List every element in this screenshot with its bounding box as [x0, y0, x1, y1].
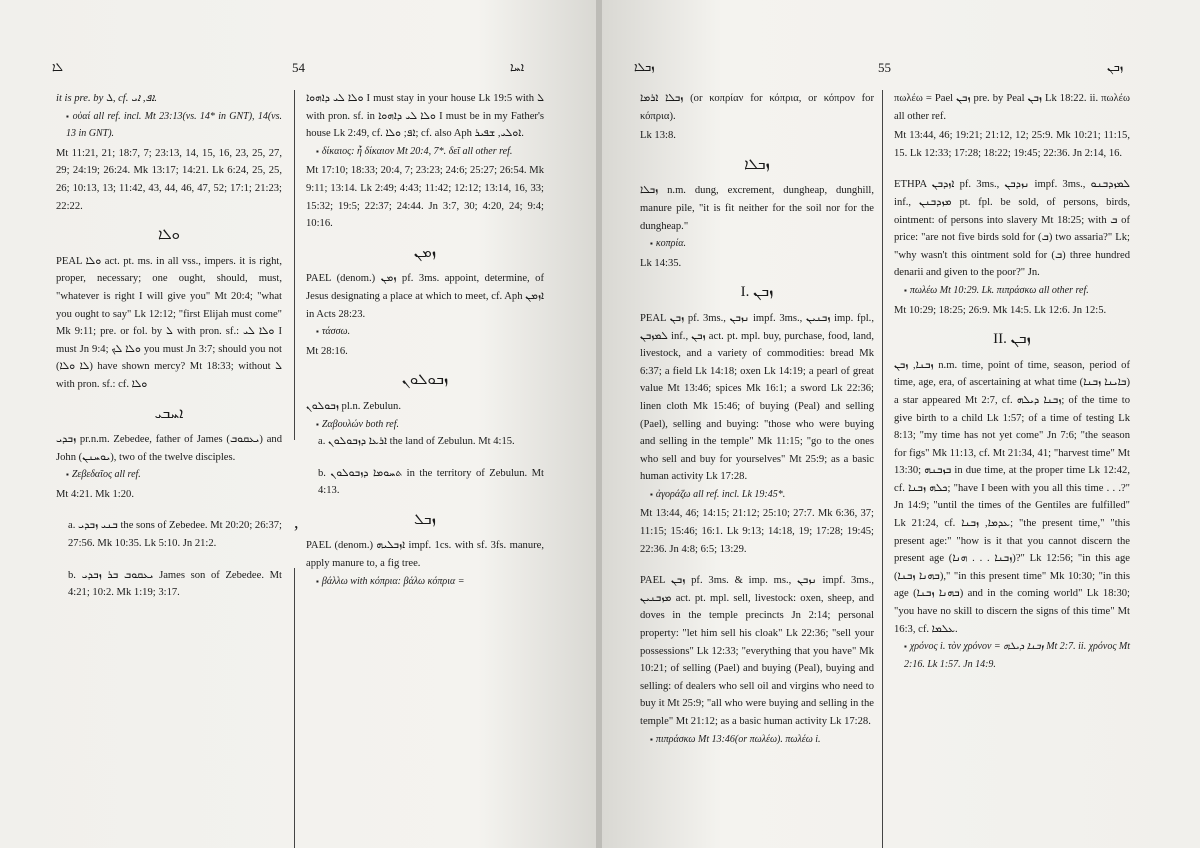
greek-equivalent-note: ▪ οὐαί all ref. incl. Mt 23:13(vs. 14* in GNT), 14(vs. 13 in GNT). [56, 108, 282, 143]
greek-equivalent-note: ▪ πιπράσκω Mt 13:46(or πωλέω). πωλέω i. [640, 731, 874, 749]
entry-headword: ܐܚܒܝ [154, 405, 184, 422]
sub-entry: a. ܒܢܝ ܙܒܕܝ the sons of Zebedee. Mt 20:20; 26:37; 27:56. Mk 10:35. Lk 5:10. Jn 21:2. [68, 520, 283, 550]
paragraph-spacer [306, 451, 544, 465]
right-page [602, 0, 1200, 848]
left-page-number: 54 [292, 60, 305, 75]
paragraph-spacer [894, 162, 1130, 176]
right-page-running-head-right: ܙܒܢ [1107, 60, 1124, 74]
scripture-references: Mt 13:44, 46; 14:15; 21:12; 25:10; 27:7. Mk 6:36, 37; 11:15; 15:46; 16:1. Lk 9:13; 14:18, 19; 17:28; 19:45; 22:36. Jn 4:8; 6:5; 13:29. [640, 508, 874, 555]
right-page-running-head-left: ܙܒܠܐ [634, 60, 655, 74]
entry-text: ܘܠܐ ܠܝ ܕܐܗܘܐ I must stay in your house Lk 19:5 with ܠ with pron. sf. in ܘܠܐ ܠܝ ܕܐܗܘܐ I must be in my Father's house Lk 2:49, cf. ܐܦ; ܘܠܐ; cf. also Aph ܐܘܠܝ, ܫܦܝܪ. [306, 93, 544, 140]
entry-headword: I. ܙܒܢ [740, 284, 774, 301]
greek-equivalent-note: ▪ Ζεβεδαῖος all ref. [56, 466, 282, 484]
entry-text: PEAL ܙܒܢ pf. 3ms., ܢܙܒܢ impf. 3ms., ܙܒܢܝܢ imp. fpl., ܠܡܙܒܢ inf., ܙܒܢ act. pt. mpl. buy, purchase, food, land, livestock, and a variety of commodities: bread Mk 6:37; a field Lk 14:18; oxen Lk 14:19; a pearl of great value Mt 13:46; spices Mk 16:1; a sword Lk 22:36; linen cloth Mk 15:46; of buying (Peal) and selling (Pael), selling and buying: "those who were buying and selling in the temple" Mk 11:15; "go to the ones who sell and buy for yourselves" Mt 25:9; as a basic human activity Lk 17:28. [640, 312, 874, 483]
sub-entry: b. ܬܚܘܡܐ ܕܙܒܘܠܘܢ in the territory of Zebulun. Mt 4:13. [318, 467, 544, 497]
greek-equivalent-note: ▪ τάσσω. [306, 323, 544, 341]
entry-text: πωλέω = Pael ܙܒܢ pre. by Peal ܙܒܢ Lk 18:22. ii. πωλέω all other ref. [894, 93, 1131, 122]
entry-headword: II. ܙܒܢ [993, 331, 1031, 348]
left-page-running-head-right: ܐܚܐ [510, 60, 525, 74]
left-page-running-head-left: ܠܐ [52, 60, 63, 74]
greek-equivalent-note: ▪ Ζαβουλών both ref. [306, 416, 544, 434]
entry-headword: ܙܒܘܠܘܢ [401, 372, 449, 389]
left-page-column-2 [306, 90, 544, 848]
sub-entry: a. ܐܪܥܐ ܕܙܒܘܠܘܢ the land of Zebulun. Mt 4:15. [318, 436, 515, 448]
scripture-references: Mt 28:16. [306, 345, 348, 357]
paragraph-spacer [640, 558, 874, 572]
entry-headword: ܙܒܠܐ [744, 156, 770, 173]
left-page-column-1 [56, 90, 282, 848]
greek-equivalent-note: ▪ χρόνος i. τὸν χρόνον = ܙܒܢܐ ܕܝܠܗ Mt 2:7. ii. χρόνος Mt 2:16. Lk 1:57. Jn 14:9. [894, 638, 1130, 673]
scripture-references: Mt 11:21, 21; 18:7, 7; 23:13, 14, 15, 16, 23, 25, 27, 29; 24:19; 26:24. Mk 13:17; 14:21. Lk 6:24, 25, 25, 26; 10:13, 13; 11:42, 43, 44, 46, 47, 52; 17:1; 21:23; 22:22. [56, 147, 282, 212]
entry-text: PAEL (denom.) ܙܡܢ pf. 3ms. appoint, determine, of Jesus designating a place at which to meet, cf. Aph ܐܙܡܢ in Acts 28:23. [306, 273, 545, 320]
entry-headword: ܘܠܐ [157, 227, 181, 244]
greek-equivalent-note: ▪ πωλέω Mt 10:29. Lk. πιπράσκω all other ref. [894, 282, 1130, 300]
paragraph-spacer [56, 503, 282, 517]
entry-text: PAEL (denom.) ܐܙܒܠܝܗ impf. 1cs. with sf. 3fs. manure, apply manure to, a fig tree. [306, 540, 544, 570]
scripture-references: Lk 13:8. [640, 130, 676, 142]
column-rule [294, 568, 295, 848]
greek-equivalent-note: ▪ ἀγοράζω all ref. incl. Lk 19:45*. [640, 486, 874, 504]
scripture-references: Mt 4:21. Mk 1:20. [56, 488, 134, 500]
sub-entry: b. ܝܥܩܘܒ ܒܪ ܙܒܕܝ James son of Zebedee. Mt 4:21; 10:2. Mk 1:19; 3:17. [68, 569, 282, 599]
greek-equivalent-note: ▪ κοπρία. [640, 235, 874, 253]
entry-headword: ܙܒܠ [414, 511, 436, 528]
right-page-column-2 [894, 90, 1130, 848]
entry-text: ܙܒܠܐ ܐܪܡܐ (or κοπρίαν for κόπρια, or κόπρον for κόπρια). [640, 93, 874, 122]
right-page-number: 55 [878, 60, 891, 75]
entry-text: ܙܒܕܝ pr.n.m. Zebedee, father of James (ܝܥܩܘܒ) and John (ܝܘܚܢܢ), two of the twelve disciples. [56, 434, 282, 463]
entry-text: ܙܒܢܐ, ܙܒܢ n.m. time, point of time, season, period of time, age, era, of ascertaining at what time (ܒܐܝܢܐ ܙܒܢܐ) a star appeared Mt 2:7, cf. ܙܒܢܐ ܕܝܠܗ; of the time to give birth to a child Lk 1:57; of a time of testing Lk 8:13; "my time has not yet come" Jn 7:6; "the season for figs" Mk 11:13, cf. Mt 21:34, 41; "harvest time" Mt 13:30; ܒܙܒܢܗ in due time, at the proper time Lk 12:42, cf. ܟܠܗ ܙܒܢܐ; "have I been with you all this time . . .?" Jn 14:9; "until the times of the Gentiles are fulfilled" Lk 21:24, cf. ܥܕܡܐ, ܙܒܢܐ; "the present time," "this present age:" "how is it that you cannot discern the present age (ܙܒܢܐ . . . ܗܢܐ)?" Lk 12:56; "in this age (ܒܗܢܐ ܙܒܢܐ)," "in this present time" Mk 10:30; "in this age (ܒܗܢܐ ܙܒܢܐ) and in the coming world" Lk 18:30; "you have no skill to discern the signs of this time" Mt 16:3, cf. ܥܠܡܐ. [894, 359, 1130, 635]
entry-text: ܙܒܘܠܘܢ pl.n. Zebulun. [306, 400, 401, 412]
column-rule [294, 90, 295, 440]
scripture-references: Mt 10:29; 18:25; 26:9. Mk 14:5. Lk 12:6. Jn 12:5. [894, 304, 1107, 316]
scripture-references: Lk 14:35. [640, 257, 682, 269]
greek-equivalent-note: ▪ δίκαιος: ἦ δίκαιον Mt 20:4, 7*. δεῖ all other ref. [306, 143, 544, 161]
scripture-references: Mt 17:10; 18:33; 20:4, 7; 23:23; 24:6; 25:27; 26:54. Mk 9:11; 13:14. Lk 2:49; 4:43; 11:42; 12:12; 13:14, 16, 33; 15:32; 19:5; 22:37; 24:44. Jn 3:7, 30; 4:20, 24; 9:4; 10:16. [306, 165, 544, 230]
entry-continuation: it is pre. by ܠ, cf. ܐܦ, ܐܝ. [56, 93, 157, 104]
column-rule [882, 90, 883, 848]
right-page-column-1 [640, 90, 874, 848]
greek-equivalent-note: ▪ βάλλω with κόπρια: βάλω κόπρια = [306, 573, 544, 591]
entry-headword: ܙܡܢ [413, 244, 437, 261]
paragraph-spacer [56, 553, 282, 567]
entry-text: PAEL ܙܒܢ pf. 3ms. & imp. ms., ܢܙܒܢ impf. 3ms., ܡܙܒܢܝܢ act. pt. mpl. sell, livestock: oxen, sheep, and doves in the temple precincts Jn 2:14; personal property: "let him sell his cloak" Lk 22:36; "sell your possessions" Lk 12:33; "everything that you have" Mk 10:21; of selling (Pael) and buying (Peal), buying and selling: of dealers who sell oil and virgins who need to buy it Mt 25:9; "all who were buying and selling in the temple" Mt 21:12; as a basic human activity Lk 17:28. [640, 575, 874, 727]
entry-text: ܙܒܠܐ n.m. dung, excrement, dungheap, dunghill, manure pile, "it is fit neither for the soil nor for the dungheap." [640, 185, 874, 232]
left-page [0, 0, 598, 848]
section-mark: , [294, 512, 299, 532]
entry-text: ETHPA ܐܙܕܒܢ pf. 3ms., ܢܙܕܒܢ impf. 3ms., ܠܡܙܕܒܢܘ inf., ܡܙܕܒܢܢ pt. fpl. be sold, of persons, birds, ointment: of persons into slavery Mt 18:25; with ܒ of price: "are not five birds sold for (ܒ) two assaria?" Lk; "why wasn't this ointment sold for (ܒ) three hundred denarii and given to the poor?" Jn. [894, 179, 1131, 279]
entry-text: PEAL ܘܠܐ act. pt. ms. in all vss., impers. it is right, proper, necessary; one ought, should, must, "whatever is right I will give you" Mt 20:4; "what you ought to say" Lk 12:12; "first Elijah must come" Mk 9:11; pre. or fol. by ܠ with pron. sf.: ܘܠܐ ܠܝ I must Jn 9:4; ܘܠܐ ܠܟ you must Jn 3:7; should you not (ܠܐ ܘܠܐ) have shown mercy? Mt 18:33; without ܠ with pron. sf.: cf. ܘܠܐ [56, 255, 283, 390]
scripture-references: Mt 13:44, 46; 19:21; 21:12, 12; 25:9. Mk 10:21; 11:15, 15. Lk 12:33; 17:28; 18:22; 19:45; 22:36. Jn 2:14, 16. [894, 130, 1130, 159]
